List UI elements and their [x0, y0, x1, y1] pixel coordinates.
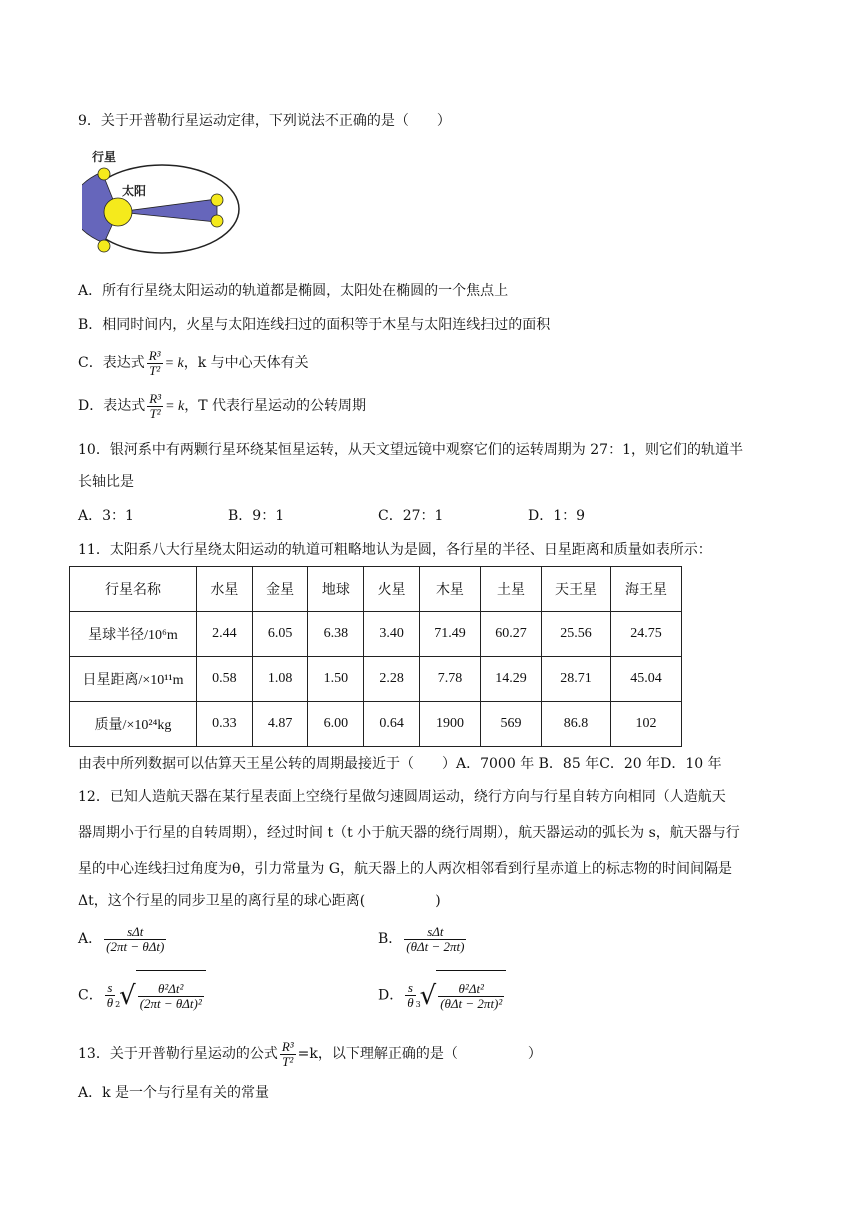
table-cell: 6.38 [308, 612, 364, 657]
q9-stem: 9．关于开普勒行星运动定律，下列说法不正确的是（ ） [78, 113, 451, 129]
q12-stem-1: 12．已知人造航天器在某行星表面上空绕行星做匀速圆周运动，绕行方向与行星自转方向相同（人造航天 [78, 789, 726, 805]
q10-option-c: C．27：1 [378, 508, 444, 524]
q12-stem-3: 星的中心连线扫过角度为θ，引力常量为 G，航天器上的人两次相邻看到行星赤道上的标志物的时间间隔是 [78, 861, 733, 877]
q10-stem-2: 长轴比是 [78, 474, 134, 490]
q9-option-b: B．相同时间内，火星与太阳连线扫过的面积等于木星与太阳连线扫过的面积 [78, 317, 551, 333]
fraction: $\frac{s}{\theta}$ [407, 980, 414, 1010]
table-row [70, 612, 682, 657]
table-cell: 海王星 [611, 567, 682, 612]
table-cell: 日星距离/×10¹¹m [70, 657, 197, 702]
q9-option-d [78, 388, 366, 424]
table-cell: 7.78 [419, 657, 480, 702]
q9-option-a: A．所有行星绕太阳运动的轨道都是椭圆，太阳处在椭圆的一个焦点上 [78, 283, 509, 299]
kepler-formula: $\frac{\text{R³}}{\text{T²}}$ [149, 390, 162, 421]
table-cell: 14.29 [480, 657, 541, 702]
radical: 2 √ $\frac{\text{θ²Δt²}}{\text{(2πt − θΔt)²}}$ [117, 970, 206, 1021]
option-label: B． [378, 931, 403, 947]
table-cell: 25.56 [542, 612, 611, 657]
planet-label: 行星 [92, 150, 117, 164]
q12-option-c [78, 970, 206, 1020]
table-cell: 2.28 [364, 657, 420, 702]
table-cell: 质量/×10²⁴kg [70, 702, 197, 747]
q11-stem: 11．太阳系八大行星绕太阳运动的轨道可粗略地认为是圆，各行星的半径、日星距离和质量如表所示： [78, 542, 712, 558]
fraction: $\frac{\text{sΔt}}{\text{(θΔt − 2πt)}}$ [406, 923, 465, 954]
table-cell: 火星 [364, 567, 420, 612]
q10-stem-1: 10．银河系中有两颗行星环绕某恒星运转，从天文望远镜中观察它们的运转周期为 27：1，则它们的轨道半 [78, 442, 743, 458]
formula-rhs: = k [165, 399, 185, 414]
q10-option-a: A．3：1 [78, 508, 134, 524]
kepler-formula: $\frac{\text{R³}}{\text{T²}}$ [281, 1038, 294, 1069]
table-cell: 天王星 [542, 567, 611, 612]
table-cell: 星球半径/10⁶m [70, 612, 197, 657]
q13-stem [78, 1036, 542, 1072]
table-cell: 2.44 [197, 612, 253, 657]
table-cell: 6.00 [308, 702, 364, 747]
q11-question: 由表中所列数据可以估算天王星公转的周期最接近于（ ）A．7000 年 B．85 年C．20 年D．10 年 [78, 756, 722, 772]
table-cell: 木星 [419, 567, 480, 612]
table-cell: 0.33 [197, 702, 253, 747]
q9-option-d-text: ，T 代表行星运动的公转周期 [184, 398, 367, 414]
q12-option-b [378, 918, 468, 960]
option-label: A． [78, 931, 103, 947]
q10-option-d: D．1：9 [528, 508, 586, 524]
table-cell: 86.8 [542, 702, 611, 747]
kepler-orbit-figure [82, 145, 242, 260]
q12-stem-4: Δt，这个行星的同步卫星的离行星的球心距离( ) [78, 893, 441, 909]
table-cell: 4.87 [252, 702, 308, 747]
table-cell: 0.58 [197, 657, 253, 702]
q13-option-a: A．k 是一个与行星有关的常量 [78, 1085, 270, 1101]
table-cell: 24.75 [611, 612, 682, 657]
table-cell: 6.05 [252, 612, 308, 657]
q9-option-c-label: C．表达式 [78, 355, 145, 371]
planet-data-table [69, 566, 682, 747]
formula-rhs: = k [164, 356, 184, 371]
table-row [70, 702, 682, 747]
table-cell: 1900 [419, 702, 480, 747]
table-cell: 1.08 [252, 657, 308, 702]
fraction: $\frac{\text{sΔt}}{\text{(2πt − θΔt)}}$ [106, 923, 165, 954]
option-label: D． [378, 987, 404, 1004]
kepler-formula: $\frac{\text{R³}}{\text{T²}}$ [148, 347, 161, 378]
table-header-row [70, 567, 682, 612]
q12-option-d [378, 970, 506, 1020]
table-cell: 土星 [480, 567, 541, 612]
sun-label: 太阳 [122, 184, 147, 198]
table-cell: 45.04 [611, 657, 682, 702]
radical: 3 √ $\frac{\text{θ²Δt²}}{\text{(θΔt − 2πt)²}}$ [418, 970, 507, 1021]
table-cell: 地球 [308, 567, 364, 612]
q9-option-d-label: D．表达式 [78, 398, 146, 414]
q12-stem-2: 器周期小于行星的自转周期），经过时间 t（t 小于航天器的绕行周期），航天器运动的弧长为 s，航天器与行 [78, 825, 740, 841]
table-cell: 金星 [252, 567, 308, 612]
q13-stem-text: 13．关于开普勒行星运动的公式 [78, 1046, 278, 1062]
table-cell: 102 [611, 702, 682, 747]
q10-option-b: B．9：1 [228, 508, 285, 524]
table-cell: 3.40 [364, 612, 420, 657]
q9-option-c-text: ，k 与中心天体有关 [183, 355, 309, 371]
table-cell: 行星名称 [70, 567, 197, 612]
q12-option-a [78, 918, 168, 960]
table-cell: 1.50 [308, 657, 364, 702]
table-row [70, 657, 682, 702]
table-cell: 71.49 [419, 612, 480, 657]
q13-stem-rest: =k，以下理解正确的是（ ） [297, 1046, 542, 1062]
table-cell: 60.27 [480, 612, 541, 657]
fraction: $\frac{s}{\theta}$ [106, 980, 114, 1010]
table-cell: 569 [480, 702, 541, 747]
table-cell: 28.71 [542, 657, 611, 702]
option-label: C． [78, 987, 103, 1004]
q9-option-c [78, 345, 309, 381]
table-cell: 水星 [197, 567, 253, 612]
table-cell: 0.64 [364, 702, 420, 747]
